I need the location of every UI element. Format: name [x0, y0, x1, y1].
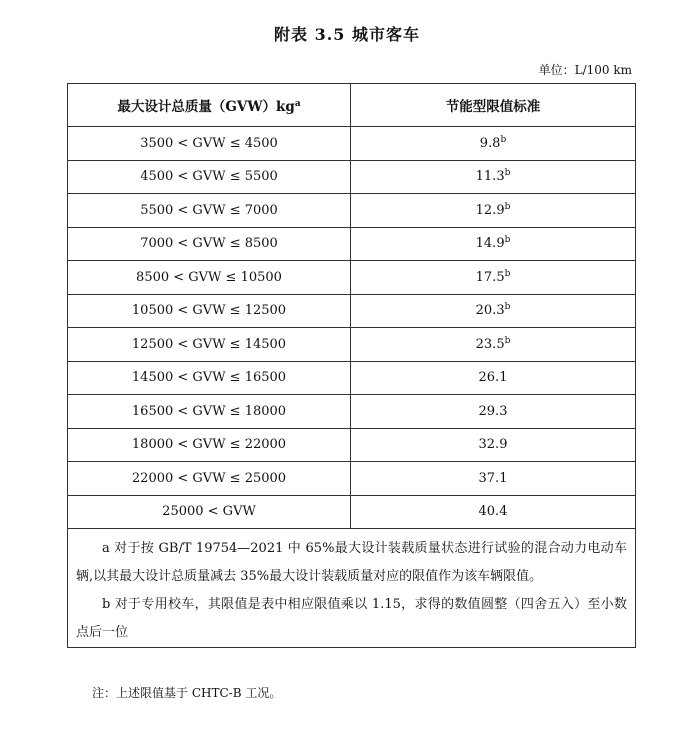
table-row [68, 294, 636, 328]
limit-value-cell [351, 194, 636, 228]
limit-value: 20.3 [475, 303, 505, 319]
gvw-range-cell: 14500 < GVW ≤ 16500 [68, 361, 351, 395]
limit-value-cell [351, 160, 636, 194]
footnote: 注：上述限值基于 CHTC-B 工况。 [92, 686, 282, 700]
gvw-range-cell: 16500 < GVW ≤ 18000 [68, 395, 351, 429]
gvw-range-cell: 10500 < GVW ≤ 12500 [68, 294, 351, 328]
table-row [68, 261, 636, 295]
table-row [68, 428, 636, 462]
limit-value-cell [351, 428, 636, 462]
limit-value-cell [351, 328, 636, 362]
limit-value: 32.9 [478, 437, 508, 453]
table-row [68, 361, 636, 395]
table-header-row [68, 84, 636, 127]
limit-footnote-mark: b [504, 302, 511, 313]
limit-value-cell [351, 462, 636, 496]
table-row [68, 227, 636, 261]
gvw-range-cell: 22000 < GVW ≤ 25000 [68, 462, 351, 496]
table-title: 附表 3.5 城市客车 [274, 25, 420, 44]
unit-label: 单位：L/100 km [538, 63, 632, 77]
gvw-range-cell: 18000 < GVW ≤ 22000 [68, 428, 351, 462]
table-row [68, 495, 636, 529]
notes-row [68, 529, 636, 648]
limit-value: 11.3 [475, 169, 505, 185]
table-row [68, 462, 636, 496]
limit-footnote-mark: b [504, 201, 511, 212]
table-row [68, 328, 636, 362]
table-row [68, 160, 636, 194]
gvw-range-cell: 3500 < GVW ≤ 4500 [68, 127, 351, 161]
limit-value: 37.1 [478, 470, 508, 486]
table-row [68, 395, 636, 429]
table-row [68, 127, 636, 161]
notes-cell [68, 529, 636, 648]
limit-value-cell [351, 127, 636, 161]
limit-value: 9.8 [479, 135, 501, 151]
limit-value-cell [351, 361, 636, 395]
limit-value: 29.3 [478, 403, 508, 419]
limit-value: 12.9 [475, 202, 505, 218]
limit-footnote-mark: b [504, 268, 511, 279]
gvw-range-cell: 12500 < GVW ≤ 14500 [68, 328, 351, 362]
limit-footnote-mark: b [504, 335, 511, 346]
limit-footnote-mark: b [500, 134, 507, 145]
header-gvw: 最大设计总质量$(GVW)kg^a$ [68, 84, 351, 127]
limit-value-cell [351, 294, 636, 328]
gvw-range-cell: 8500 < GVW ≤ 10500 [68, 261, 351, 295]
header-limit: 节能型限值标准 [351, 84, 636, 127]
fuel-limit-table [67, 83, 636, 648]
note-a: a 对于按 GB/T 19754—2021 中 65%最大设计装载质量状态进行试验的混合动力电动车辆,以其最大设计总质量减去 35%最大设计装载质量对应的限值作为该车辆限值。 [76, 541, 627, 584]
table-row [68, 194, 636, 228]
limit-value: 40.4 [478, 504, 508, 520]
limit-value: 26.1 [478, 370, 508, 386]
gvw-range-cell: 4500 < GVW ≤ 5500 [68, 160, 351, 194]
limit-value-cell [351, 495, 636, 529]
limit-footnote-mark: b [504, 168, 511, 179]
limit-value-cell [351, 227, 636, 261]
gvw-range-cell: 5500 < GVW ≤ 7000 [68, 194, 351, 228]
gvw-range-cell: 7000 < GVW ≤ 8500 [68, 227, 351, 261]
limit-value: 23.5 [475, 336, 505, 352]
limit-value: 17.5 [475, 269, 505, 285]
note-b: b 对于专用校车，其限值是表中相应限值乘以 1.15，求得的数值圆整（四舍五入）至小数点后一位 [76, 597, 627, 640]
limit-footnote-mark: b [504, 235, 511, 246]
limit-value-cell [351, 395, 636, 429]
gvw-range-cell: 25000 < GVW [68, 495, 351, 529]
limit-value-cell [351, 261, 636, 295]
limit-value: 14.9 [475, 236, 505, 252]
